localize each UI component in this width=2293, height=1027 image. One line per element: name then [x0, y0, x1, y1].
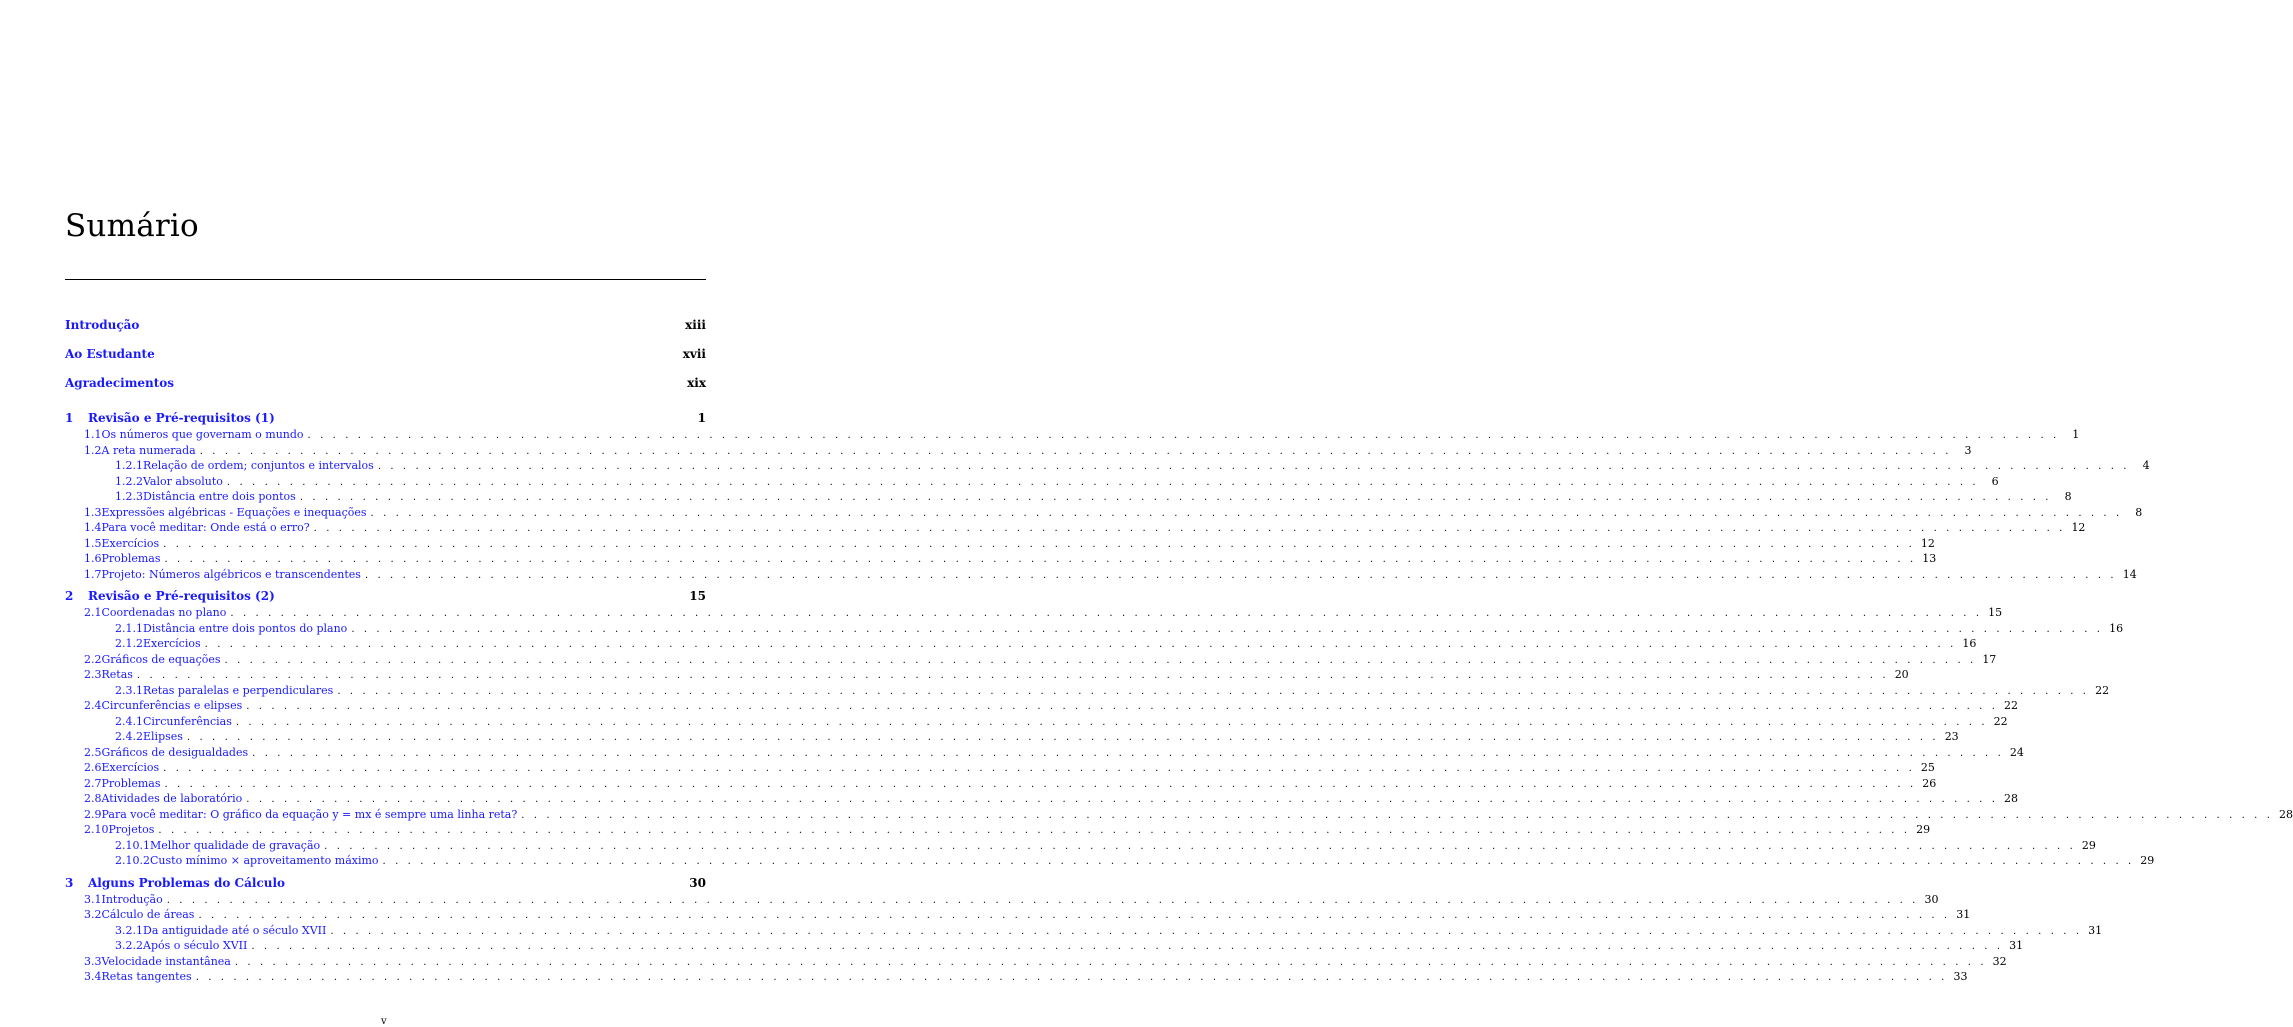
- subsection-entry[interactable]: [65, 854, 2155, 870]
- dot-leader: . . . . . . . . . . . . . . . . . . . . . . . . . . . . . . . . . . . . . . . . . . . . . . . . . . . . . . . . . . . . . . . . . . . . . . . . . . . . . . . . . . . . . . . . . . . . . . . . . . . . . . . . . . . . . . . . . . . . . . . . . . . . . . . . . . . . . . . . . . . .: [370, 507, 2123, 519]
- front-matter-entry[interactable]: [65, 376, 706, 405]
- section-entry[interactable]: [65, 792, 2019, 808]
- dot-leader: . . . . . . . . . . . . . . . . . . . . . . . . . . . . . . . . . . . . . . . . . . . . . . . . . . . . . . . . . . . . . . . . . . . . . . . . . . . . . . . . . . . . . . . . . . . . . . . . . . . . . . . . . . . . . . . . . . . . . . . . . . . . . . . . . . . . . . . . . . . .: [234, 956, 1987, 968]
- dot-leader: . . . . . . . . . . . . . . . . . . . . . . . . . . . . . . . . . . . . . . . . . . . . . . . . . . . . . . . . . . . . . . . . . . . . . . . . . . . . . . . . . . . . . . . . . . . . . . . . . . . . . . . . . . . . . . . . . . . . . . . . . . . . . . . . . . . . . . . . . . . .: [136, 670, 1889, 681]
- subsection-page: 16: [1962, 637, 1977, 650]
- front-matter-title[interactable]: Introdução: [65, 318, 140, 332]
- chapter-entry[interactable]: [65, 411, 706, 428]
- section-title[interactable]: Velocidade instantânea: [101, 954, 231, 968]
- section-page: 26: [1922, 776, 1937, 790]
- chapter-entry[interactable]: [65, 876, 706, 893]
- section-entry[interactable]: [65, 606, 2003, 622]
- section-number[interactable]: 2.3: [84, 668, 102, 681]
- section-page: 25: [1920, 761, 1935, 774]
- section-page: 8: [2135, 505, 2143, 519]
- subsection-title[interactable]: Distância entre dois pontos: [143, 490, 296, 503]
- section-page: 31: [1956, 908, 1971, 921]
- subsection-title[interactable]: Exercícios: [143, 637, 201, 650]
- section-title[interactable]: Cálculo de áreas: [101, 908, 195, 921]
- section-number[interactable]: 1.5: [84, 536, 102, 550]
- section-entry[interactable]: [65, 699, 2018, 715]
- subsection-entry[interactable]: [65, 637, 1977, 653]
- subsection-entry[interactable]: [65, 474, 1999, 491]
- chapter-number[interactable]: 2: [65, 589, 74, 603]
- section-entry[interactable]: [65, 536, 1935, 553]
- chapter-title[interactable]: Revisão e Pré-requisitos (1): [88, 411, 275, 425]
- section-number[interactable]: 2.10: [84, 823, 109, 836]
- section-title[interactable]: Exercícios: [101, 761, 160, 774]
- section-title[interactable]: Problemas: [101, 776, 161, 790]
- section-page: 13: [1922, 552, 1937, 565]
- dot-leader: . . . . . . . . . . . . . . . . . . . . . . . . . . . . . . . . . . . . . . . . . . . . . . . . . . . . . . . . . . . . . . . . . . . . . . . . . . . . . . . . . . . . . . . . . . . . . . . . . . . . . . . . . . . . . . . . . . . . . . . . . . . . . . . . . . . . . . . . . . . .: [204, 639, 1957, 650]
- front-matter-entry[interactable]: [65, 347, 706, 376]
- front-matter-page: xiii: [685, 318, 706, 332]
- subsection-title[interactable]: Circunferências: [143, 714, 232, 728]
- front-matter-title[interactable]: Agradecimentos: [65, 376, 175, 390]
- section-number[interactable]: 2.2: [84, 652, 102, 666]
- subsection-page: 31: [2088, 923, 2103, 937]
- dot-leader: . . . . . . . . . . . . . . . . . . . . . . . . . . . . . . . . . . . . . . . . . . . . . . . . . . . . . . . . . . . . . . . . . . . . . . . . . . . . . . . . . . . . . . . . . . . . . . . . . . . . . . . . . . . . . . . . . . . . . . . . . . . . . . . . . . . . . . . . . . . .: [199, 445, 1952, 457]
- section-title[interactable]: Projeto: Números algébricos e transcendentes: [101, 567, 361, 581]
- subsection-title[interactable]: Após o século XVII: [143, 939, 248, 952]
- section-page: 20: [1894, 668, 1909, 681]
- subsection-title[interactable]: Valor absoluto: [143, 474, 223, 488]
- chapter-page: 15: [689, 589, 706, 603]
- subsection-number[interactable]: 2.1.2: [115, 637, 143, 650]
- section-page: 33: [1953, 970, 1968, 983]
- section-title[interactable]: Atividades de laboratório: [101, 792, 243, 805]
- dot-leader: . . . . . . . . . . . . . . . . . . . . . . . . . . . . . . . . . . . . . . . . . . . . . . . . . . . . . . . . . . . . . . . . . . . . . . . . . . . . . . . . . . . . . . . . . . . . . . . . . . . . . . . . . . . . . . . . . . . . . . . . . . . . . . . . . . . . . . . . . . . .: [377, 461, 2130, 472]
- chapter-block: [65, 875, 2103, 986]
- section-page: 17: [1982, 652, 1997, 666]
- section-page: 1: [2072, 428, 2080, 441]
- subsection-entry[interactable]: [65, 838, 2096, 855]
- section-title[interactable]: Retas tangentes: [101, 970, 192, 983]
- subsection-entry[interactable]: [65, 714, 2008, 731]
- section-number[interactable]: 2.5: [84, 745, 102, 759]
- section-number[interactable]: 2.7: [84, 776, 102, 790]
- chapter-entry[interactable]: [65, 589, 706, 606]
- section-entry[interactable]: [65, 745, 2024, 762]
- section-entry[interactable]: [65, 521, 2086, 537]
- section-title[interactable]: Exercícios: [101, 536, 160, 550]
- section-entry[interactable]: [65, 567, 2137, 584]
- chapter-title[interactable]: Revisão e Pré-requisitos (2): [88, 589, 275, 603]
- section-page: 24: [2009, 745, 2024, 759]
- subsection-number[interactable]: 2.3.1: [115, 683, 143, 697]
- subsection-title[interactable]: Retas paralelas e perpendiculares: [143, 683, 334, 697]
- dot-leader: . . . . . . . . . . . . . . . . . . . . . . . . . . . . . . . . . . . . . . . . . . . . . . . . . . . . . . . . . . . . . . . . . . . . . . . . . . . . . . . . . . . . . . . . . . . . . . . . . . . . . . . . . . . . . . . . . . . . . . . . . . . . . . . . . . . . . . . . . . . .: [251, 941, 2004, 952]
- section-title[interactable]: Circunferências e elipses: [101, 699, 243, 712]
- section-page: 22: [2004, 699, 2018, 712]
- dot-leader: . . . . . . . . . . . . . . . . . . . . . . . . . . . . . . . . . . . . . . . . . . . . . . . . . . . . . . . . . . . . . . . . . . . . . . . . . . . . . . . . . . . . . . . . . . . . . . . . . . . . . . . . . . . . . . . . . . . . . . . . . . . . . . . . . . . . . . . . . . . .: [230, 608, 1983, 619]
- subsection-number[interactable]: 1.2.2: [115, 474, 143, 488]
- section-page: 28: [2004, 792, 2019, 805]
- section-entry[interactable]: [65, 954, 2007, 971]
- section-entry[interactable]: [65, 776, 1937, 793]
- section-number[interactable]: 3.2: [84, 908, 102, 921]
- subsection-number[interactable]: 2.4.2: [115, 730, 143, 743]
- dot-leader: . . . . . . . . . . . . . . . . . . . . . . . . . . . . . . . . . . . . . . . . . . . . . . . . . . . . . . . . . . . . . . . . . . . . . . . . . . . . . . . . . . . . . . . . . . . . . . . . . . . . . . . . . . . . . . . . . . . . . . . . . . . . . . . . . . . . . . . . . . . .: [351, 623, 2104, 635]
- chapter-list: [65, 411, 2293, 986]
- dot-leader: . . . . . . . . . . . . . . . . . . . . . . . . . . . . . . . . . . . . . . . . . . . . . . . . . . . . . . . . . . . . . . . . . . . . . . . . . . . . . . . . . . . . . . . . . . . . . . . . . . . . . . . . . . . . . . . . . . . . . . . . . . . . . . . . . . . . . . . . . . . .: [382, 856, 2135, 867]
- subsection-entry[interactable]: [65, 459, 2150, 475]
- subsection-number[interactable]: 2.4.1: [115, 714, 143, 728]
- section-entry[interactable]: [65, 505, 2143, 522]
- section-number[interactable]: 3.3: [84, 954, 102, 968]
- section-number[interactable]: 3.4: [84, 970, 102, 983]
- chapter-page: 30: [689, 875, 706, 890]
- section-title[interactable]: Para você meditar: O gráfico da equação y = mx é sempre uma linha reta?: [101, 807, 518, 821]
- subsection-title[interactable]: Distância entre dois pontos do plano: [143, 621, 348, 635]
- section-number[interactable]: 1.6: [84, 552, 102, 565]
- section-page: 32: [1992, 954, 2007, 968]
- dot-leader: . . . . . . . . . . . . . . . . . . . . . . . . . . . . . . . . . . . . . . . . . . . . . . . . . . . . . . . . . . . . . . . . . . . . . . . . . . . . . . . . . . . . . . . . . . . . . . . . . . . . . . . . . . . . . . . . . . . . . . . . . . . . . . . . . . . . . . . . . . . .: [364, 569, 2117, 581]
- dot-leader: . . . . . . . . . . . . . . . . . . . . . . . . . . . . . . . . . . . . . . . . . . . . . . . . . . . . . . . . . . . . . . . . . . . . . . . . . . . . . . . . . . . . . . . . . . . . . . . . . . . . . . . . . . . . . . . . . . . . . . . . . . . . . . . . . . . . . . . . . . . .: [226, 476, 1979, 488]
- chapter-block: [65, 411, 2150, 583]
- subsection-page: 29: [2081, 838, 2096, 852]
- section-page: 29: [1916, 823, 1931, 836]
- page-number-footer: v: [381, 1016, 387, 1027]
- front-matter-list: [65, 318, 706, 405]
- section-page: 28: [2279, 807, 2293, 821]
- section-title[interactable]: Coordenadas no plano: [101, 606, 227, 619]
- section-title[interactable]: Para você meditar: Onde está o erro?: [101, 521, 310, 534]
- dot-leader: . . . . . . . . . . . . . . . . . . . . . . . . . . . . . . . . . . . . . . . . . . . . . . . . . . . . . . . . . . . . . . . . . . . . . . . . . . . . . . . . . . . . . . . . . . . . . . . . . . . . . . . . . . . . . . . . . . . . . . . . . . . . . . . . . . . . . . . . . . . .: [330, 925, 2083, 937]
- chapter-number[interactable]: 3: [65, 875, 74, 890]
- subsection-page: 22: [2095, 683, 2110, 697]
- dot-leader: . . . . . . . . . . . . . . . . . . . . . . . . . . . . . . . . . . . . . . . . . . . . . . . . . . . . . . . . . . . . . . . . . . . . . . . . . . . . . . . . . . . . . . . . . . . . . . . . . . . . . . . . . . . . . . . . . . . . . . . . . . . . . . . . . . . . . . . . . . . .: [195, 972, 1948, 983]
- chapter-page: 1: [697, 411, 706, 425]
- dot-leader: . . . . . . . . . . . . . . . . . . . . . . . . . . . . . . . . . . . . . . . . . . . . . . . . . . . . . . . . . . . . . . . . . . . . . . . . . . . . . . . . . . . . . . . . . . . . . . . . . . . . . . . . . . . . . . . . . . . . . . . . . . . . . . . . . . . . . . . . . . . .: [158, 825, 1911, 836]
- dot-leader: . . . . . . . . . . . . . . . . . . . . . . . . . . . . . . . . . . . . . . . . . . . . . . . . . . . . . . . . . . . . . . . . . . . . . . . . . . . . . . . . . . . . . . . . . . . . . . . . . . . . . . . . . . . . . . . . . . . . . . . . . . . . . . . . . . . . . . . . . . . .: [337, 685, 2090, 697]
- dot-leader: . . . . . . . . . . . . . . . . . . . . . . . . . . . . . . . . . . . . . . . . . . . . . . . . . . . . . . . . . . . . . . . . . . . . . . . . . . . . . . . . . . . . . . . . . . . . . . . . . . . . . . . . . . . . . . . . . . . . . . . . . . . . . . . . . . . . . . . . . . . .: [186, 732, 1939, 743]
- subsection-number[interactable]: 3.2.2: [115, 939, 143, 952]
- front-matter-page: xvii: [682, 347, 706, 361]
- subsection-number[interactable]: 1.2.1: [115, 459, 143, 472]
- section-entry[interactable]: [65, 652, 1997, 669]
- section-page: 30: [1924, 892, 1939, 906]
- dot-leader: . . . . . . . . . . . . . . . . . . . . . . . . . . . . . . . . . . . . . . . . . . . . . . . . . . . . . . . . . . . . . . . . . . . . . . . . . . . . . . . . . . . . . . . . . . . . . . . . . . . . . . . . . . . . . . . . . . . . . . . . . . . . . . . . . . . . . . . . . . . .: [164, 554, 1917, 565]
- section-number[interactable]: 1.7: [84, 567, 102, 581]
- subsection-page: 8: [2064, 490, 2072, 503]
- section-page: 3: [1964, 443, 1972, 457]
- section-title[interactable]: Os números que governam o mundo: [101, 428, 304, 441]
- dot-leader: . . . . . . . . . . . . . . . . . . . . . . . . . . . . . . . . . . . . . . . . . . . . . . . . . . . . . . . . . . . . . . . . . . . . . . . . . . . . . . . . . . . . . . . . . . . . . . . . . . . . . . . . . . . . . . . . . . . . . . . . . . . . . . . . . . . . . . . . . . . .: [235, 716, 1988, 728]
- section-title[interactable]: Introdução: [101, 892, 163, 906]
- subsection-entry[interactable]: [65, 730, 1959, 746]
- table-of-contents: [65, 318, 2293, 986]
- subsection-page: 31: [2009, 939, 2024, 952]
- page-title: Sumário: [65, 208, 199, 244]
- section-page: 12: [1920, 536, 1935, 550]
- dot-leader: . . . . . . . . . . . . . . . . . . . . . . . . . . . . . . . . . . . . . . . . . . . . . . . . . . . . . . . . . . . . . . . . . . . . . . . . . . . . . . . . . . . . . . . . . . . . . . . . . . . . . . . . . . . . . . . . . . . . . . . . . . . . . . . . . . . . . . . . . . . .: [252, 747, 2004, 759]
- section-entry[interactable]: [65, 970, 1968, 986]
- section-number[interactable]: 1.3: [84, 505, 102, 519]
- section-title[interactable]: Gráficos de desigualdades: [101, 745, 249, 759]
- chapter-block: [65, 589, 2293, 870]
- subsection-title[interactable]: Elipses: [143, 730, 183, 743]
- subsection-title[interactable]: Melhor qualidade de gravação: [150, 838, 321, 852]
- section-title[interactable]: A reta numerada: [101, 443, 196, 457]
- section-entry[interactable]: [65, 908, 1971, 924]
- section-number[interactable]: 2.8: [84, 792, 102, 805]
- dot-leader: . . . . . . . . . . . . . . . . . . . . . . . . . . . . . . . . . . . . . . . . . . . . . . . . . . . . . . . . . . . . . . . . . . . . . . . . . . . . . . . . . . . . . . . . . . . . . . . . . . . . . . . . . . . . . . . . . . . . . . . . . . . . . . . . . . . . . . . . . . . .: [164, 778, 1917, 790]
- front-matter-title[interactable]: Ao Estudante: [65, 347, 155, 361]
- subsection-number[interactable]: 3.2.1: [115, 923, 143, 937]
- section-number[interactable]: 2.6: [84, 761, 102, 774]
- dot-leader: . . . . . . . . . . . . . . . . . . . . . . . . . . . . . . . . . . . . . . . . . . . . . . . . . . . . . . . . . . . . . . . . . . . . . . . . . . . . . . . . . . . . . . . . . . . . . . . . . . . . . . . . . . . . . . . . . . . . . . . . . . . . . . . . . . . . . . . . . . . .: [324, 840, 2076, 852]
- section-number[interactable]: 1.4: [84, 521, 102, 534]
- subsection-page: 29: [2140, 854, 2155, 867]
- chapter-title[interactable]: Alguns Problemas do Cálculo: [88, 875, 286, 890]
- front-matter-entry[interactable]: [65, 318, 706, 347]
- section-title[interactable]: Expressões algébricas - Equações e inequações: [101, 505, 367, 519]
- subsection-entry[interactable]: [65, 923, 2103, 940]
- section-page: 15: [1988, 606, 2003, 619]
- dot-leader: . . . . . . . . . . . . . . . . . . . . . . . . . . . . . . . . . . . . . . . . . . . . . . . . . . . . . . . . . . . . . . . . . . . . . . . . . . . . . . . . . . . . . . . . . . . . . . . . . . . . . . . . . . . . . . . . . . . . . . . . . . . . . . . . . . . . . . . . . . . .: [299, 492, 2052, 503]
- dot-leader: . . . . . . . . . . . . . . . . . . . . . . . . . . . . . . . . . . . . . . . . . . . . . . . . . . . . . . . . . . . . . . . . . . . . . . . . . . . . . . . . . . . . . . . . . . . . . . . . . . . . . . . . . . . . . . . . . . . . . . . . . . . . . . . . . . . . . . . . . . . .: [224, 654, 1977, 666]
- subsection-entry[interactable]: [65, 939, 2024, 955]
- subsection-page: 4: [2142, 459, 2150, 472]
- subsection-number[interactable]: 2.10.2: [115, 854, 150, 867]
- dot-leader: . . . . . . . . . . . . . . . . . . . . . . . . . . . . . . . . . . . . . . . . . . . . . . . . . . . . . . . . . . . . . . . . . . . . . . . . . . . . . . . . . . . . . . . . . . . . . . . . . . . . . . . . . . . . . . . . . . . . . . . . . . . . . . . . . . . . . . . . . . . .: [307, 430, 2060, 441]
- section-number[interactable]: 2.1: [84, 606, 102, 619]
- section-entry[interactable]: [65, 892, 1939, 909]
- section-title[interactable]: Gráficos de equações: [101, 652, 221, 666]
- section-entry[interactable]: [65, 552, 1937, 568]
- subsection-title[interactable]: Custo mínimo × aproveitamento máximo: [150, 854, 379, 867]
- subsection-title[interactable]: Da antiguidade até o século XVII: [143, 923, 327, 937]
- subsection-number[interactable]: 2.1.1: [115, 621, 143, 635]
- subsection-title[interactable]: Relação de ordem; conjuntos e intervalos: [143, 459, 374, 472]
- section-number[interactable]: 2.9: [84, 807, 102, 821]
- subsection-entry[interactable]: [65, 621, 2124, 638]
- subsection-number[interactable]: 2.10.1: [115, 838, 150, 852]
- subsection-page: 6: [1991, 474, 1999, 488]
- subsection-page: 16: [2109, 621, 2124, 635]
- dot-leader: . . . . . . . . . . . . . . . . . . . . . . . . . . . . . . . . . . . . . . . . . . . . . . . . . . . . . . . . . . . . . . . . . . . . . . . . . . . . . . . . . . . . . . . . . . . . . . . . . . . . . . . . . . . . . . . . . . . . . . . . . . . . . . . . . . . . . . . . . . . .: [163, 763, 1915, 774]
- dot-leader: . . . . . . . . . . . . . . . . . . . . . . . . . . . . . . . . . . . . . . . . . . . . . . . . . . . . . . . . . . . . . . . . . . . . . . . . . . . . . . . . . . . . . . . . . . . . . . . . . . . . . . . . . . . . . . . . . . . . . . . . . . . . . . . . . . . . . . . . . . . .: [246, 794, 1999, 805]
- chapter-number[interactable]: 1: [65, 411, 74, 425]
- subsection-entry[interactable]: [65, 490, 2072, 506]
- dot-leader: . . . . . . . . . . . . . . . . . . . . . . . . . . . . . . . . . . . . . . . . . . . . . . . . . . . . . . . . . . . . . . . . . . . . . . . . . . . . . . . . . . . . . . . . . . . . . . . . . . . . . . . . . . . . . . . . . . . . . . . . . . . . . . . . . . . . . . . . . . . .: [166, 894, 1919, 906]
- subsection-page: 22: [1993, 714, 2008, 728]
- section-number[interactable]: 3.1: [84, 892, 102, 906]
- dot-leader: . . . . . . . . . . . . . . . . . . . . . . . . . . . . . . . . . . . . . . . . . . . . . . . . . . . . . . . . . . . . . . . . . . . . . . . . . . . . . . . . . . . . . . . . . . . . . . . . . . . . . . . . . . . . . . . . . . . . . . . . . . . . . . . . . . . . . . . . . . . .: [198, 910, 1951, 921]
- dot-leader: . . . . . . . . . . . . . . . . . . . . . . . . . . . . . . . . . . . . . . . . . . . . . . . . . . . . . . . . . . . . . . . . . . . . . . . . . . . . . . . . . . . . . . . . . . . . . . . . . . . . . . . . . . . . . . . . . . . . . . . . . . . . . . . . . . . . . . . . . . . .: [163, 538, 1915, 550]
- section-entry[interactable]: [65, 428, 2080, 444]
- section-title[interactable]: Retas: [101, 668, 133, 681]
- section-entry[interactable]: [65, 807, 2293, 824]
- section-title[interactable]: Projetos: [108, 823, 155, 836]
- section-number[interactable]: 1.1: [84, 428, 102, 441]
- section-number[interactable]: 1.2: [84, 443, 102, 457]
- section-entry[interactable]: [65, 668, 1909, 684]
- dot-leader: . . . . . . . . . . . . . . . . . . . . . . . . . . . . . . . . . . . . . . . . . . . . . . . . . . . . . . . . . . . . . . . . . . . . . . . . . . . . . . . . . . . . . . . . . . . . . . . . . . . . . . . . . . . . . . . . . . . . . . . . . . . . . . . . . . . . . . . . . . . .: [521, 809, 2274, 821]
- dot-leader: . . . . . . . . . . . . . . . . . . . . . . . . . . . . . . . . . . . . . . . . . . . . . . . . . . . . . . . . . . . . . . . . . . . . . . . . . . . . . . . . . . . . . . . . . . . . . . . . . . . . . . . . . . . . . . . . . . . . . . . . . . . . . . . . . . . . . . . . . . . .: [246, 701, 1998, 712]
- section-entry[interactable]: [65, 823, 1931, 839]
- section-number[interactable]: 2.4: [84, 699, 102, 712]
- subsection-number[interactable]: 1.2.3: [115, 490, 143, 503]
- title-rule: [65, 279, 706, 280]
- section-title[interactable]: Problemas: [101, 552, 161, 565]
- section-entry[interactable]: [65, 443, 1972, 460]
- section-entry[interactable]: [65, 761, 1935, 777]
- section-page: 12: [2071, 521, 2086, 534]
- subsection-page: 23: [1944, 730, 1959, 743]
- subsection-entry[interactable]: [65, 683, 2110, 700]
- front-matter-page: xix: [687, 376, 706, 390]
- section-page: 14: [2122, 567, 2137, 581]
- dot-leader: . . . . . . . . . . . . . . . . . . . . . . . . . . . . . . . . . . . . . . . . . . . . . . . . . . . . . . . . . . . . . . . . . . . . . . . . . . . . . . . . . . . . . . . . . . . . . . . . . . . . . . . . . . . . . . . . . . . . . . . . . . . . . . . . . . . . . . . . . . . .: [313, 523, 2066, 534]
